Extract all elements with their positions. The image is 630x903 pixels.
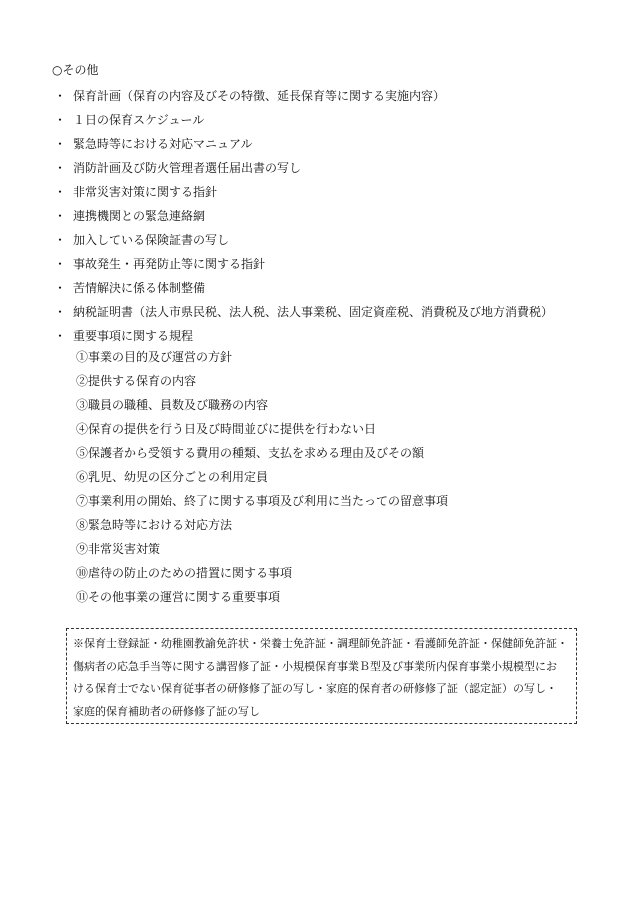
note-line: ける保育士でない保育従事者の研修修了証の写し・家庭的保育者の研修修了証（認定証）の写し・: [73, 682, 557, 695]
bullet-mark: ・: [54, 89, 67, 103]
bullet-mark: ・: [54, 257, 67, 271]
list-item: [0, 300, 630, 324]
list-item-text: １日の保育スケジュール: [73, 113, 205, 127]
sub-list-item: ④保育の提供を行う日及び時間並びに提供を行わない日: [76, 422, 377, 436]
list-item-text: 連携機関との緊急連絡網: [73, 209, 206, 223]
list-item-text: 非常災害対策に関する指針: [73, 185, 218, 199]
sub-list-item: ③職員の職種、員数及び職務の内容: [76, 398, 269, 412]
sub-list-item: ⑦事業利用の開始、終了に関する事項及び利用に当たっての留意事項: [76, 494, 449, 508]
required-documents-list: [0, 84, 630, 348]
bullet-mark: ・: [54, 113, 67, 127]
list-item: [0, 228, 630, 252]
list-item: [0, 252, 630, 276]
note-line: 傷病者の応急手当等に関する講習修了証・小規模保育事業Ｂ型及び事業所内保育事業小規模型にお: [73, 659, 557, 673]
bullet-mark: ・: [54, 329, 67, 343]
sub-list-item: ⑩虐待の防止のための措置に関する事項: [76, 566, 293, 580]
list-item-text: 納税証明書（法人市県民税、法人税、法人事業税、固定資産税、消費税及び地方消費税）: [73, 305, 554, 319]
note-box: [66, 628, 577, 724]
bullet-mark: ・: [54, 137, 67, 151]
bullet-mark: ・: [54, 209, 67, 223]
sub-list-item: ①事業の目的及び運営の方針: [76, 350, 233, 364]
list-item-text: 消防計画及び防火管理者選任届出書の写し: [73, 161, 302, 175]
list-item-text: 保育計画（保育の内容及びその特徴、延長保育等に関する実施内容）: [73, 89, 446, 103]
sub-list-item: ⑤保護者から受領する費用の種類、支払を求める理由及びその額: [76, 446, 425, 460]
list-item-text: 加入している保険証書の写し: [73, 233, 230, 247]
section-heading: ○その他: [52, 63, 99, 77]
bullet-mark: ・: [54, 281, 67, 295]
list-item: [0, 84, 630, 108]
sub-list-item: ⑥乳児、幼児の区分ごとの利用定員: [76, 470, 269, 484]
sub-list-item: ⑧緊急時等における対応方法: [76, 518, 233, 532]
list-item: [0, 108, 630, 132]
list-item-text: 重要事項に関する規程: [73, 329, 194, 343]
bullet-mark: ・: [54, 161, 67, 175]
list-item: [0, 204, 630, 228]
sub-list-item: ②提供する保育の内容: [76, 374, 197, 388]
bullet-mark: ・: [54, 305, 67, 319]
bullet-mark: ・: [54, 233, 67, 247]
important-matters-sublist: [76, 345, 448, 609]
list-item: [0, 180, 630, 204]
note-line: 家庭的保育補助者の研修修了証の写し: [73, 704, 260, 718]
list-item-text: 苦情解決に係る体制整備: [73, 281, 206, 295]
bullet-mark: ・: [54, 185, 67, 199]
list-item: [0, 132, 630, 156]
sub-list-item: ⑪その他事業の運営に関する重要事項: [76, 590, 281, 604]
list-item: [0, 156, 630, 180]
list-item-text: 緊急時等における対応マニュアル: [73, 137, 253, 151]
sub-list-item: ⑨非常災害対策: [76, 542, 161, 556]
list-item: [0, 276, 630, 300]
note-line: ※保育士登録証・幼稚園教諭免許状・栄養士免許証・調理師免許証・看護師免許証・保健師免許証・: [73, 637, 568, 650]
list-item-text: 事故発生・再発防止等に関する指針: [73, 257, 266, 271]
